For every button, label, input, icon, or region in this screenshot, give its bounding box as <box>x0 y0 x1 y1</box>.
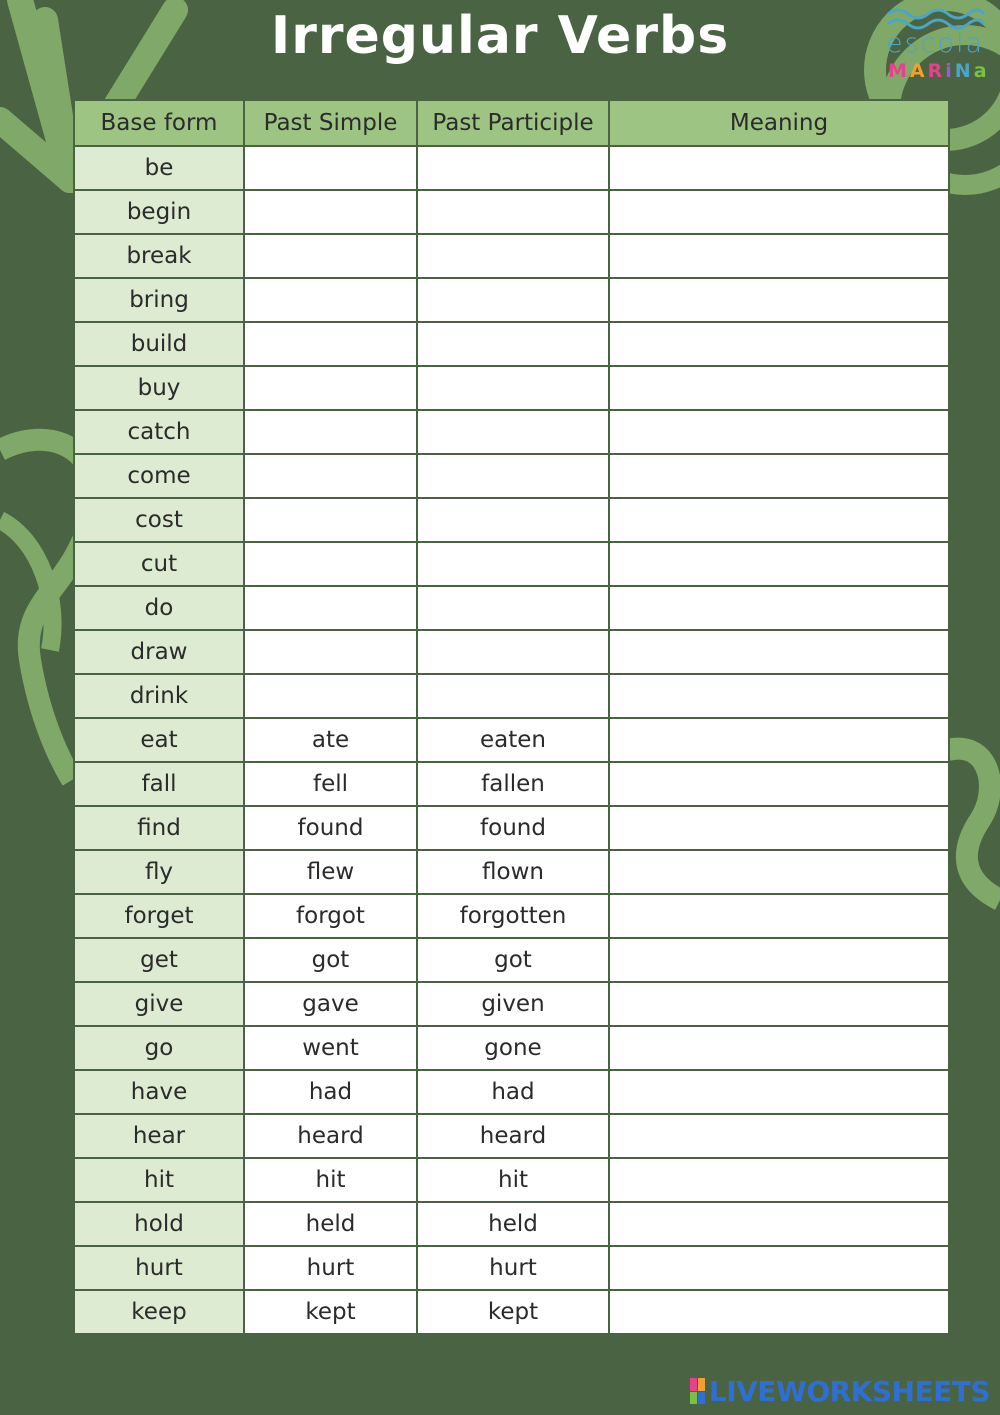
table-row <box>74 366 949 410</box>
past-participle-cell[interactable]: forgotten <box>417 894 609 938</box>
meaning-cell[interactable] <box>609 586 949 630</box>
meaning-cell[interactable] <box>609 1026 949 1070</box>
past-simple-cell[interactable]: had <box>244 1070 417 1114</box>
meaning-cell[interactable] <box>609 234 949 278</box>
base-form-cell: give <box>74 982 244 1026</box>
meaning-cell[interactable] <box>609 278 949 322</box>
logo-text-marina: MARiNa <box>888 60 990 82</box>
table-row <box>74 1026 949 1070</box>
liveworksheets-logo-icon <box>690 1378 705 1404</box>
table-row <box>74 762 949 806</box>
table-row <box>74 938 949 982</box>
meaning-cell[interactable] <box>609 674 949 718</box>
past-simple-cell[interactable] <box>244 366 417 410</box>
table-row <box>74 322 949 366</box>
base-form-cell: fly <box>74 850 244 894</box>
past-simple-cell[interactable]: hurt <box>244 1246 417 1290</box>
meaning-cell[interactable] <box>609 366 949 410</box>
base-form-cell: hear <box>74 1114 244 1158</box>
base-form-cell: come <box>74 454 244 498</box>
past-participle-cell[interactable]: gone <box>417 1026 609 1070</box>
past-simple-cell[interactable] <box>244 190 417 234</box>
past-simple-cell[interactable]: found <box>244 806 417 850</box>
table-row <box>74 674 949 718</box>
base-form-cell: bring <box>74 278 244 322</box>
meaning-cell[interactable] <box>609 762 949 806</box>
meaning-cell[interactable] <box>609 806 949 850</box>
school-logo <box>880 0 995 90</box>
past-participle-cell[interactable] <box>417 234 609 278</box>
past-simple-cell[interactable] <box>244 586 417 630</box>
past-participle-cell[interactable]: kept <box>417 1290 609 1334</box>
meaning-cell[interactable] <box>609 982 949 1026</box>
past-participle-cell[interactable]: heard <box>417 1114 609 1158</box>
meaning-cell[interactable] <box>609 718 949 762</box>
base-form-cell: do <box>74 586 244 630</box>
table-row <box>74 498 949 542</box>
past-participle-cell[interactable]: found <box>417 806 609 850</box>
past-participle-cell[interactable]: hurt <box>417 1246 609 1290</box>
table-row <box>74 1290 949 1334</box>
meaning-cell[interactable] <box>609 1158 949 1202</box>
table-row <box>74 454 949 498</box>
table-row <box>74 1158 949 1202</box>
logo-text-escola: escola <box>886 28 985 59</box>
base-form-cell: be <box>74 146 244 190</box>
past-simple-cell[interactable] <box>244 234 417 278</box>
base-form-cell: get <box>74 938 244 982</box>
past-simple-cell[interactable] <box>244 278 417 322</box>
table-row <box>74 542 949 586</box>
base-form-cell: hold <box>74 1202 244 1246</box>
base-form-cell: eat <box>74 718 244 762</box>
past-participle-cell[interactable]: given <box>417 982 609 1026</box>
past-participle-cell[interactable]: flown <box>417 850 609 894</box>
base-form-cell: break <box>74 234 244 278</box>
base-form-cell: catch <box>74 410 244 454</box>
past-simple-cell[interactable]: heard <box>244 1114 417 1158</box>
base-form-cell: hit <box>74 1158 244 1202</box>
meaning-cell[interactable] <box>609 146 949 190</box>
past-simple-cell[interactable]: kept <box>244 1290 417 1334</box>
past-participle-cell[interactable] <box>417 674 609 718</box>
meaning-cell[interactable] <box>609 894 949 938</box>
past-participle-cell[interactable]: got <box>417 938 609 982</box>
table-row <box>74 146 949 190</box>
past-simple-cell[interactable] <box>244 146 417 190</box>
base-form-cell: keep <box>74 1290 244 1334</box>
header-past-simple: Past Simple <box>244 100 417 146</box>
past-simple-cell[interactable] <box>244 630 417 674</box>
base-form-cell: forget <box>74 894 244 938</box>
meaning-cell[interactable] <box>609 1246 949 1290</box>
past-simple-cell[interactable]: gave <box>244 982 417 1026</box>
past-simple-cell[interactable]: forgot <box>244 894 417 938</box>
past-participle-cell[interactable] <box>417 410 609 454</box>
base-form-cell: go <box>74 1026 244 1070</box>
liveworksheets-brand: LIVEWORKSHEETS <box>708 1374 990 1408</box>
header-meaning: Meaning <box>609 100 949 146</box>
table-header-row <box>74 100 949 146</box>
table-row <box>74 190 949 234</box>
liveworksheets-watermark <box>690 1373 990 1409</box>
past-participle-cell[interactable] <box>417 190 609 234</box>
table-row <box>74 410 949 454</box>
past-participle-cell[interactable] <box>417 630 609 674</box>
meaning-cell[interactable] <box>609 410 949 454</box>
past-simple-cell[interactable]: got <box>244 938 417 982</box>
past-participle-cell[interactable] <box>417 146 609 190</box>
meaning-cell[interactable] <box>609 190 949 234</box>
meaning-cell[interactable] <box>609 630 949 674</box>
past-simple-cell[interactable]: held <box>244 1202 417 1246</box>
past-participle-cell[interactable] <box>417 366 609 410</box>
meaning-cell[interactable] <box>609 542 949 586</box>
past-simple-cell[interactable] <box>244 498 417 542</box>
table-row <box>74 1070 949 1114</box>
table-row <box>74 1114 949 1158</box>
past-simple-cell[interactable]: ate <box>244 718 417 762</box>
table-row <box>74 278 949 322</box>
page-title: Irregular Verbs <box>270 6 730 66</box>
past-participle-cell[interactable] <box>417 278 609 322</box>
meaning-cell[interactable] <box>609 454 949 498</box>
past-participle-cell[interactable] <box>417 322 609 366</box>
meaning-cell[interactable] <box>609 1290 949 1334</box>
header-past-participle: Past Participle <box>417 100 609 146</box>
base-form-cell: begin <box>74 190 244 234</box>
base-form-cell: find <box>74 806 244 850</box>
past-simple-cell[interactable]: flew <box>244 850 417 894</box>
past-participle-cell[interactable]: hit <box>417 1158 609 1202</box>
meaning-cell[interactable] <box>609 1070 949 1114</box>
base-form-cell: draw <box>74 630 244 674</box>
past-participle-cell[interactable]: held <box>417 1202 609 1246</box>
waves-icon <box>886 4 986 30</box>
table-row <box>74 850 949 894</box>
table-row <box>74 234 949 278</box>
meaning-cell[interactable] <box>609 850 949 894</box>
past-participle-cell[interactable] <box>417 542 609 586</box>
past-simple-cell[interactable] <box>244 674 417 718</box>
past-participle-cell[interactable]: had <box>417 1070 609 1114</box>
past-simple-cell[interactable]: went <box>244 1026 417 1070</box>
past-simple-cell[interactable] <box>244 542 417 586</box>
past-participle-cell[interactable] <box>417 454 609 498</box>
past-participle-cell[interactable] <box>417 498 609 542</box>
base-form-cell: drink <box>74 674 244 718</box>
base-form-cell: hurt <box>74 1246 244 1290</box>
past-participle-cell[interactable]: fallen <box>417 762 609 806</box>
meaning-cell[interactable] <box>609 1114 949 1158</box>
base-form-cell: have <box>74 1070 244 1114</box>
base-form-cell: fall <box>74 762 244 806</box>
meaning-cell[interactable] <box>609 322 949 366</box>
past-participle-cell[interactable] <box>417 586 609 630</box>
table-row <box>74 1202 949 1246</box>
table-row <box>74 586 949 630</box>
base-form-cell: cut <box>74 542 244 586</box>
base-form-cell: cost <box>74 498 244 542</box>
past-simple-cell[interactable] <box>244 410 417 454</box>
verbs-table <box>73 99 950 1335</box>
table-row <box>74 806 949 850</box>
header-base-form: Base form <box>74 100 244 146</box>
base-form-cell: buy <box>74 366 244 410</box>
past-simple-cell[interactable]: hit <box>244 1158 417 1202</box>
table-row <box>74 894 949 938</box>
table-row <box>74 630 949 674</box>
past-simple-cell[interactable] <box>244 454 417 498</box>
meaning-cell[interactable] <box>609 938 949 982</box>
table-row <box>74 982 949 1026</box>
past-participle-cell[interactable]: eaten <box>417 718 609 762</box>
meaning-cell[interactable] <box>609 498 949 542</box>
past-simple-cell[interactable] <box>244 322 417 366</box>
past-simple-cell[interactable]: fell <box>244 762 417 806</box>
base-form-cell: build <box>74 322 244 366</box>
table-row <box>74 718 949 762</box>
table-row <box>74 1246 949 1290</box>
meaning-cell[interactable] <box>609 1202 949 1246</box>
